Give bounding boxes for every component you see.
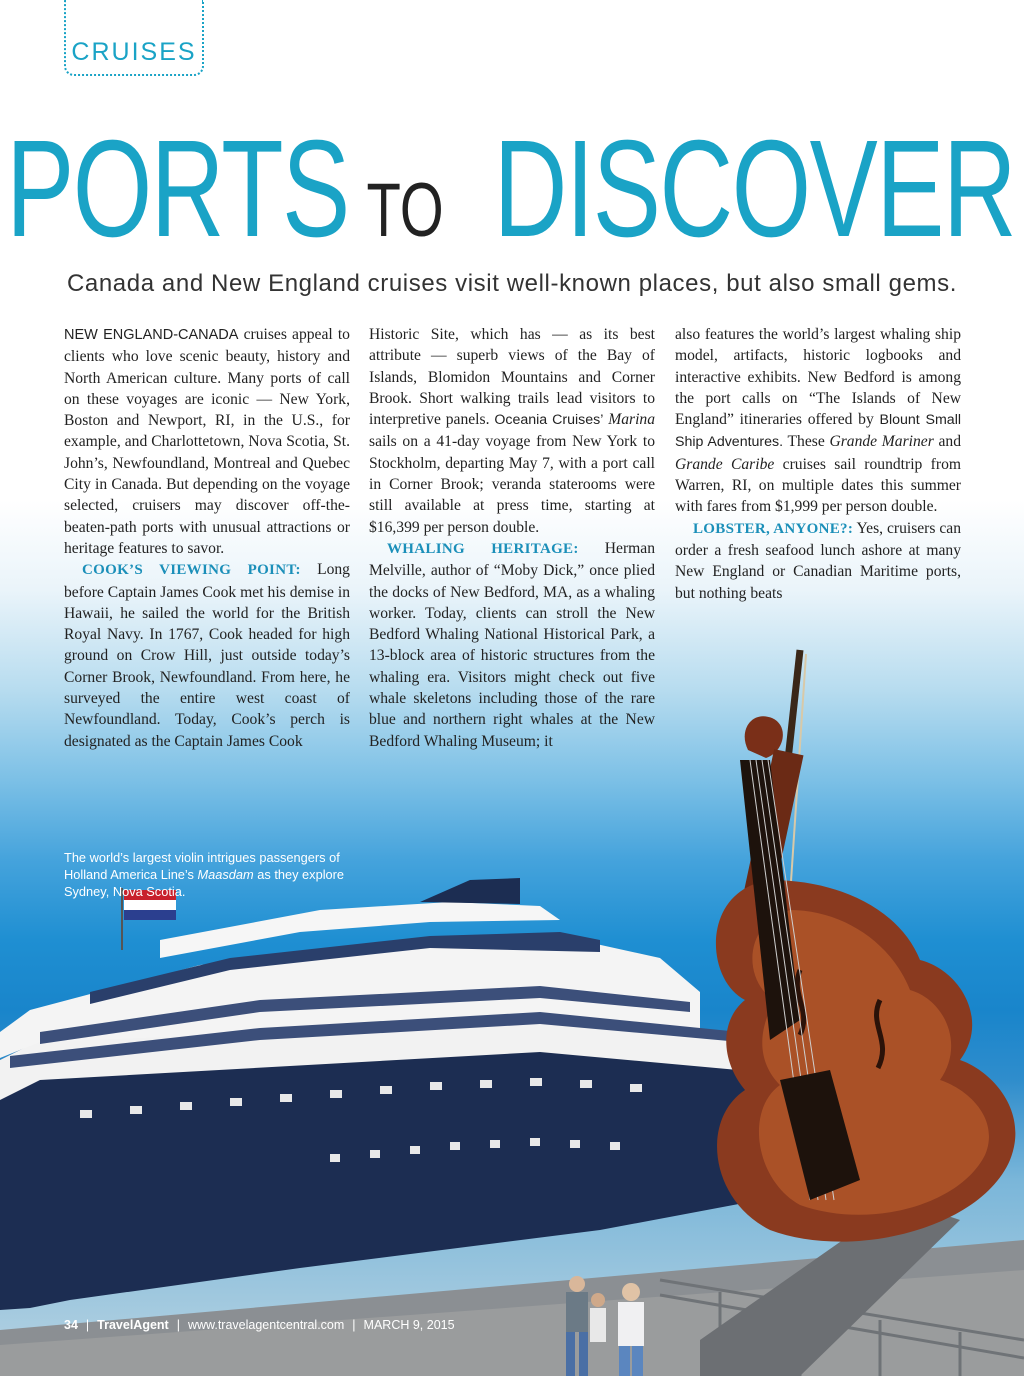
brand-name: Blount Small Ship Adventures. (675, 412, 961, 451)
body-text: cruises sail roundtrip from Warren, RI, on multiple dates this summer with fares from $1,999 per person double. (675, 455, 961, 516)
headline-word-ports: PORTS (6, 112, 349, 266)
lead-in: NEW ENGLAND-CANADA (64, 327, 239, 343)
website-url[interactable]: www.travelagentcentral.com (187, 1318, 345, 1332)
article-column-3 (675, 324, 961, 604)
brand-name: Oceania Cruises’ (494, 412, 604, 429)
ship-name: Grande Caribe (675, 455, 775, 473)
body-text: and (933, 433, 962, 451)
photo-caption (64, 849, 364, 900)
body-text: Herman Melville, author of “Moby Dick,” once plied the docks of New Bedford, MA, as a whaling worker. Today, clients can stroll the New Bedford Whaling National Historical Park, a 13-block area of historic structures from the whaling era. Visitors might check out five whale skeletons including those of the rare blue and northern right whales at the New Bedford Whaling Museum; it (369, 539, 655, 750)
magazine-name: TravelAgent (97, 1318, 169, 1332)
body-text: also features the world’s largest whaling ship model, artifacts, historic logbooks and interactive exhibits. New Bedford is among the port calls on “The Islands of New England” itineraries offered by (675, 326, 961, 429)
paragraph (64, 324, 350, 559)
headline-word-to: TO (366, 168, 444, 253)
body-text: Yes, cruisers can order a fresh seafood lunch ashore at many New England or Canadian Maritime ports, but nothing beats (675, 519, 961, 602)
body-text: Historic Site, which has — as its best attribute — superb views of the Bay of Islands, Blomidon Mountains and Corner Brook. Short walking trails lead visitors to interpretive panels. (369, 326, 655, 429)
issue-date: MARCH 9, 2015 (363, 1318, 455, 1332)
subhead-whaling-heritage: WHALING HERITAGE: (387, 540, 579, 557)
caption-text: The world’s largest violin intrigues passengers of Holland America Line’s (64, 850, 340, 882)
body-text: sails on a 41-day voyage from New York to Stockholm, departing May 7, with a port call in Corner Brook; veranda staterooms were still available at press time, starting at $16,399 per person double. (369, 433, 655, 536)
divider: | (352, 1318, 356, 1332)
body-text: These (783, 433, 830, 451)
body-text: Long before Captain James Cook met his demise in Hawaii, he sailed the world for the British Royal Navy. In 1767, Cook headed for high ground on Crow Hill, just outside today’s Corner Brook, Newfoundland. From here, he surveyed the entire west coast of Newfoundland. Today, Cook’s perch is designated as the Captain James Cook (64, 561, 350, 750)
paragraph (64, 559, 350, 752)
paragraph (675, 324, 961, 518)
section-label: CRUISES (71, 38, 197, 66)
section-tab (64, 0, 204, 76)
caption-ship-name: Maasdam (197, 867, 254, 882)
divider: | (85, 1318, 90, 1332)
paragraph (675, 518, 961, 604)
article-column-2 (369, 324, 655, 752)
page-number: 34 (64, 1318, 78, 1332)
body-text: cruises appeal to clients who love scenic beauty, history and North American culture. Many ports of call on these voyages are iconic — New York, Boston and Newport, RI, in the U.S., for example, and Charlottetown, Nova Scotia, St. John’s, Newfoundland, Montreal and Quebec City in Canada. But depending on the voyage selected, cruisers may discover off-the-beaten-path ports with unusual attractions or heritage features to savor. (64, 326, 350, 557)
subhead-lobster-anyone: LOBSTER, ANYONE?: (693, 520, 854, 537)
divider: | (176, 1318, 180, 1332)
page-footer (64, 1318, 455, 1332)
deck-subtitle: Canada and New England cruises visit well-known places, but also small gems. (66, 270, 957, 297)
ship-name: Grande Mariner (829, 433, 934, 451)
paragraph (369, 538, 655, 752)
headline (0, 112, 1024, 266)
ship-name: Marina (608, 411, 655, 429)
headline-word-discover: DISCOVER (493, 112, 1016, 266)
article-column-1 (64, 324, 350, 752)
paragraph (369, 324, 655, 538)
caption-text: as they explore Sydney, Nova Scotia. (64, 867, 345, 899)
subhead-cooks-viewing-point: COOK’S VIEWING POINT: (82, 562, 301, 579)
